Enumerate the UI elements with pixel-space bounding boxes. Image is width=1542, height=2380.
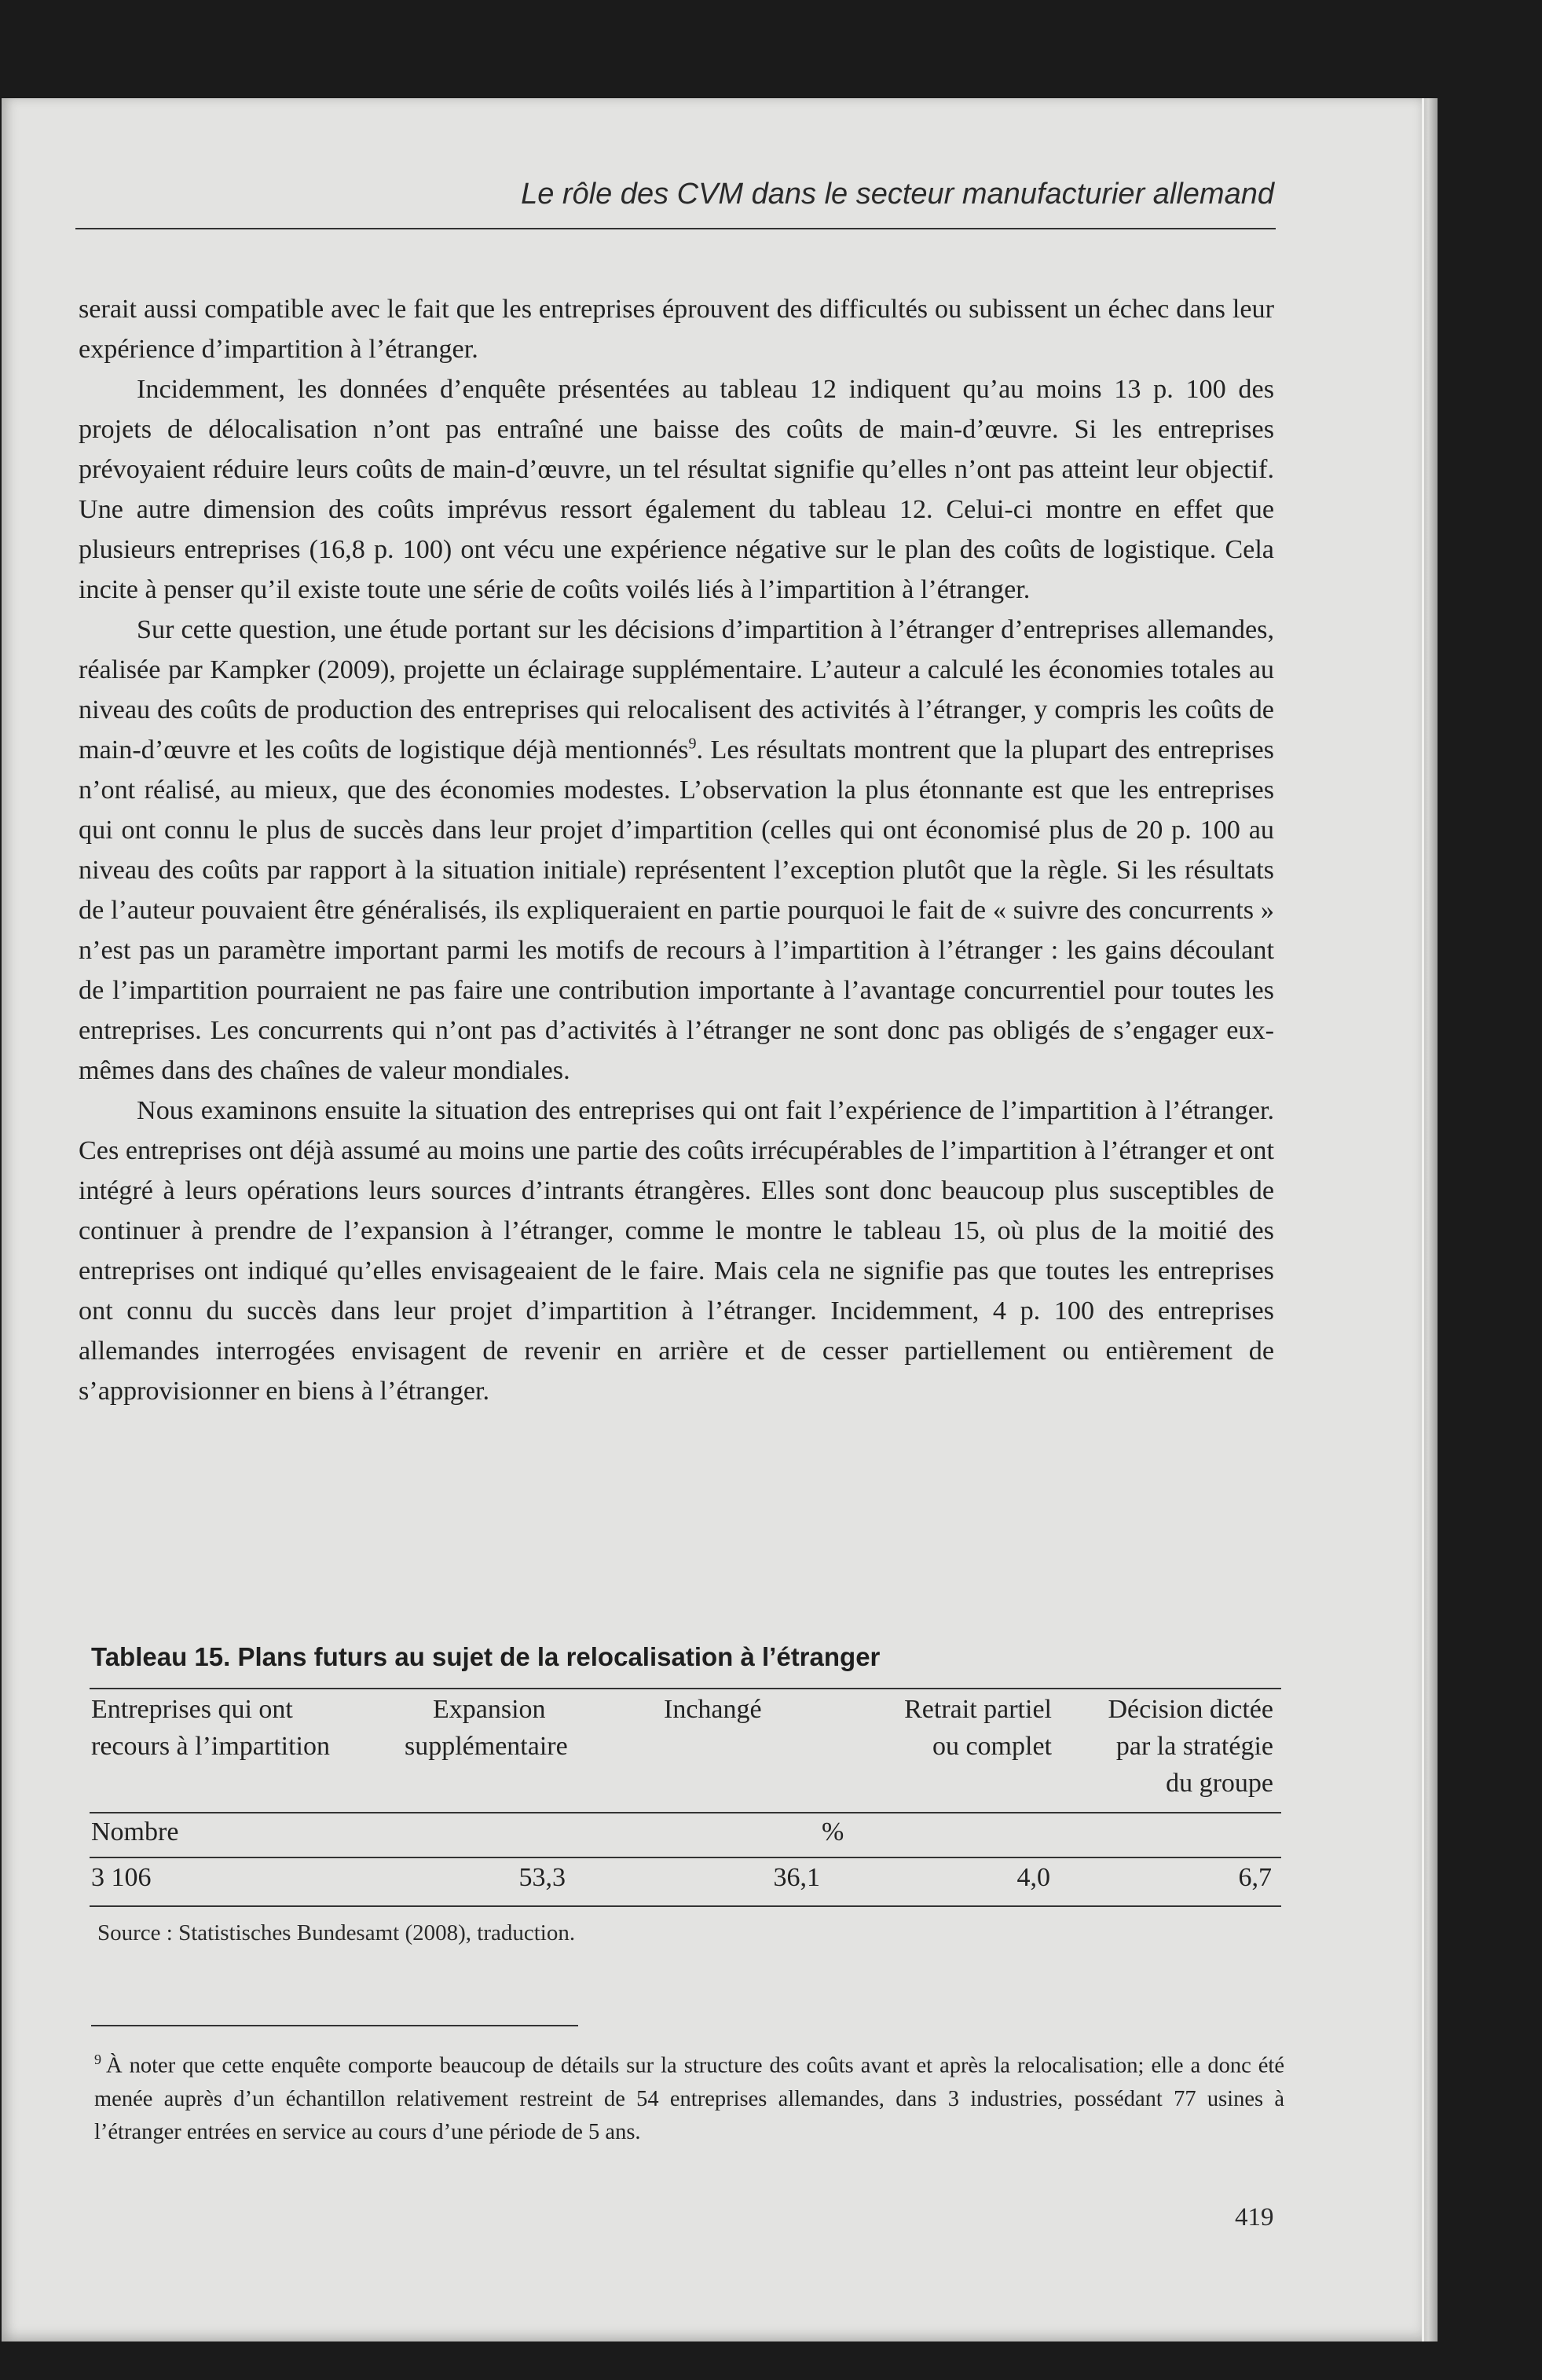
footnote-rule <box>91 2025 578 2026</box>
paragraph-2: Incidemment, les données d’enquête présentées au tableau 12 indiquent qu’au moins 13 p. 100 des projets de délocalisation n’ont pas entraîné une baisse des coûts de main-d’œuvre. Si les entreprises prévoyaient réduire leurs coûts de main-d’œuvre, un tel résultat signifie qu’elles n’ont pas atteint leur objectif. Une autre dimension des coûts imprévus ressort également du tableau 12. Celui-ci montre en effet que plusieurs entreprises (16,8 p. 100) ont vécu une expérience négative sur le plan des coûts de logistique. Cela incite à penser qu’il existe toute une série de coûts voilés liés à l’impartition à l’étranger. <box>79 375 1274 604</box>
header-group-decision <box>1071 1691 1273 1802</box>
paragraph-3 <box>79 610 1274 1091</box>
cell-expansion: 53,3 <box>518 1863 566 1892</box>
header-line: supplémentaire <box>405 1732 568 1761</box>
footnote-reference: 9 <box>688 735 697 753</box>
footnote <box>94 2043 1284 2149</box>
paragraph-3-part-2: . Les résultats montrent que la plupart des entreprises n’ont réalisé, au mieux, que des économies modestes. L’observation la plus étonnante est que les entreprises qui ont connu le plus de succès dans leur projet d’impartition (celles qui ont économisé plus de 20 p. 100 au niveau des coûts par rapport à la situation initiale) représentent l’exception plutôt que la règle. Si les résultats de l’auteur pouvaient être généralisés, ils expliqueraient en partie pourquoi le fait de « suivre des concurrents » n’est pas un paramètre important parmi les motifs de recours à l’impartition à l’étranger : les gains découlant de l’impartition pourraient ne pas faire une contribution importante à l’avantage concurrentiel pour toutes les entreprises. Les concurrents qui n’ont pas d’activités à l’étranger ne sont donc pas obligés de s’engager eux-mêmes dans des chaînes de valeur mondiales. <box>79 735 1274 1085</box>
cell-unchanged: 36,1 <box>773 1863 820 1892</box>
header-withdrawal <box>851 1691 1052 1765</box>
running-head: Le rôle des CVM dans le secteur manufacturier allemand <box>521 178 1274 211</box>
footnote-text: À noter que cette enquête comporte beaucoup de détails sur la structure des coûts avant et après la relocalisation; elle a donc été menée auprès d’un échantillon relativement restreint de 54 entreprises allemandes, dans 3 industries, possédant 77 usines à l’étranger entrées en service au cours d’une période de 5 ans. <box>94 2053 1284 2144</box>
header-line: Expansion <box>433 1695 546 1724</box>
table-title: Tableau 15. Plans futurs au sujet de la relocalisation à l’étranger <box>91 1642 881 1671</box>
header-bottom-rule <box>90 1812 1281 1813</box>
header-expansion <box>405 1691 568 1765</box>
paragraph-1: serait aussi compatible avec le fait que les entreprises éprouvent des difficultés ou subissent un échec dans leur expérience d’impartition à l’étranger. <box>79 295 1274 364</box>
header-unchanged <box>664 1691 762 1728</box>
table-top-rule <box>90 1688 1281 1689</box>
page-edge <box>1422 98 1438 2341</box>
body-text <box>79 289 1274 1411</box>
data-table <box>79 1688 1283 1923</box>
header-line: du groupe <box>1166 1769 1273 1798</box>
cell-withdrawal: 4,0 <box>1016 1863 1050 1892</box>
header-rule <box>75 228 1276 229</box>
header-line: Entreprises qui ont <box>91 1695 293 1724</box>
page-number: 419 <box>1235 2203 1274 2231</box>
header-line: recours à l’impartition <box>91 1732 331 1761</box>
header-line: ou complet <box>932 1732 1052 1761</box>
paragraph-4: Nous examinons ensuite la situation des entreprises qui ont fait l’expérience de l’impartition à l’étranger. Ces entreprises ont déjà assumé au moins une partie des coûts irrécupérables de l’impartition à l’étranger et ont intégré à leurs opérations leurs sources d’intrants étrangères. Elles sont donc beaucoup plus susceptibles de continuer à prendre de l’expansion à l’étranger, comme le montre le tableau 15, où plus de la moitié des entreprises ont indiqué qu’elles envisageaient de le faire. Mais cela ne signifie pas que toutes les entreprises ont connu du succès dans leur projet d’impartition à l’étranger. Incidemment, 4 p. 100 des entreprises allemandes interrogées envisagent de revenir en arrière et de cesser partiellement ou entièrement de s’approvisionner en biens à l’étranger. <box>79 1096 1274 1406</box>
cell-count: 3 106 <box>91 1863 152 1892</box>
header-line: Inchangé <box>664 1695 762 1724</box>
header-line: par la stratégie <box>1115 1732 1273 1761</box>
table-source: Source : Statistisches Bundesamt (2008), traduction. <box>97 1920 576 1945</box>
footnote-mark: 9 <box>94 2052 101 2067</box>
paragraph-3-part-1: Sur cette question, une étude portant sur les décisions d’impartition à l’étranger d’entreprises allemandes, réalisée par Kampker (2009), projette un éclairage supplémentaire. L’auteur a calculé les économies totales au niveau des coûts de production des entreprises qui relocalisent des activités à l’étranger, y compris les coûts de main-d’œuvre et les coûts de logistique déjà mentionnés <box>79 615 1274 765</box>
table-bottom-rule <box>90 1905 1281 1907</box>
header-line: Décision dictée <box>1108 1695 1273 1724</box>
units-bottom-rule <box>90 1857 1281 1858</box>
units-count: Nombre <box>91 1817 179 1846</box>
header-firms-outsourcing <box>91 1691 330 1765</box>
units-percent: % <box>822 1817 844 1846</box>
cell-group-decision: 6,7 <box>1238 1863 1272 1892</box>
header-line: Retrait partiel <box>904 1695 1052 1724</box>
